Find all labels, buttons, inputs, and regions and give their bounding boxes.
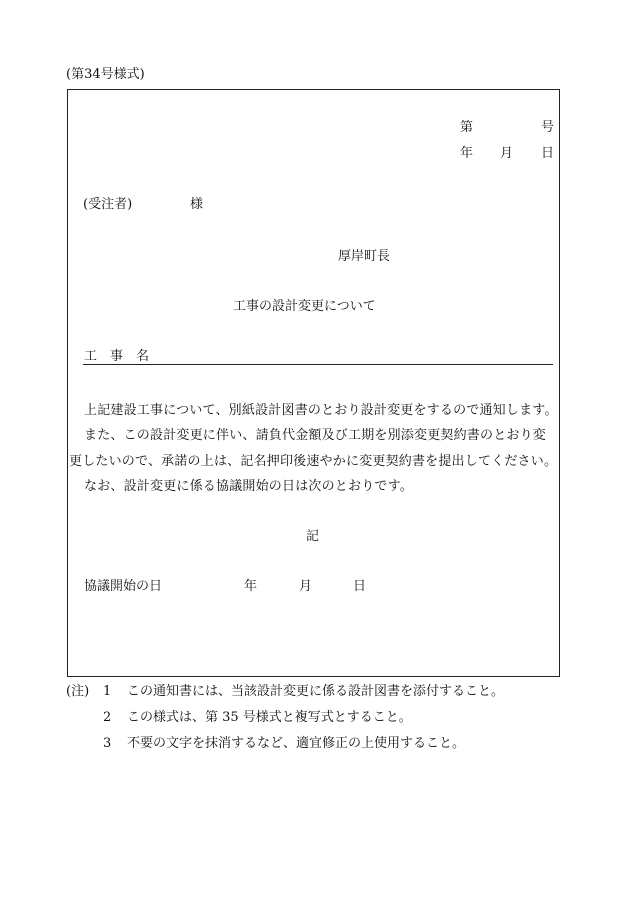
date-day: 日 (541, 146, 555, 161)
recipient-label: (受注者) (83, 197, 133, 212)
body-line-3: 更したいので、承諾の上は、記名押印後速やかに変更契約書を提出してください。 (69, 454, 558, 469)
date-year: 年 (460, 146, 474, 161)
note-number: 2 (103, 710, 112, 725)
note-text: この通知書には、当該設計変更に係る設計図書を添付すること。 (127, 684, 505, 699)
date-month: 月 (500, 146, 514, 161)
body-line-2: また、この設計変更に伴い、請負代金額及び工期を別添変更契約書のとおり変 (84, 428, 547, 443)
subject-label: 工 事 名 (84, 349, 150, 364)
document-title: 工事の設計変更について (233, 299, 376, 314)
note-number: 1 (103, 684, 112, 699)
consultation-label: 協議開始の日 (84, 579, 163, 594)
consultation-day: 日 (353, 579, 367, 594)
recipient-honorific: 様 (190, 197, 204, 212)
body-line-4: なお、設計変更に係る協議開始の日は次のとおりです。 (84, 479, 413, 494)
doc-number-suffix: 号 (541, 120, 555, 135)
sender-name: 厚岸町長 (338, 249, 391, 264)
ki-heading: 記 (306, 529, 320, 544)
note-text: 不要の文字を抹消するなど、適宜修正の上使用すること。 (127, 736, 466, 751)
notes-label: (注) (66, 684, 90, 699)
note-text: この様式は、第 35 号様式と複写式とすること。 (127, 710, 412, 725)
doc-number-prefix: 第 (460, 120, 474, 135)
form-id: (第34号様式) (66, 67, 145, 82)
body-line-1: 上記建設工事について、別紙設計図書のとおり設計変更をするので通知します。 (84, 403, 558, 418)
consultation-year: 年 (244, 579, 258, 594)
subject-underline (83, 364, 553, 365)
note-number: 3 (103, 736, 112, 751)
consultation-month: 月 (299, 579, 313, 594)
